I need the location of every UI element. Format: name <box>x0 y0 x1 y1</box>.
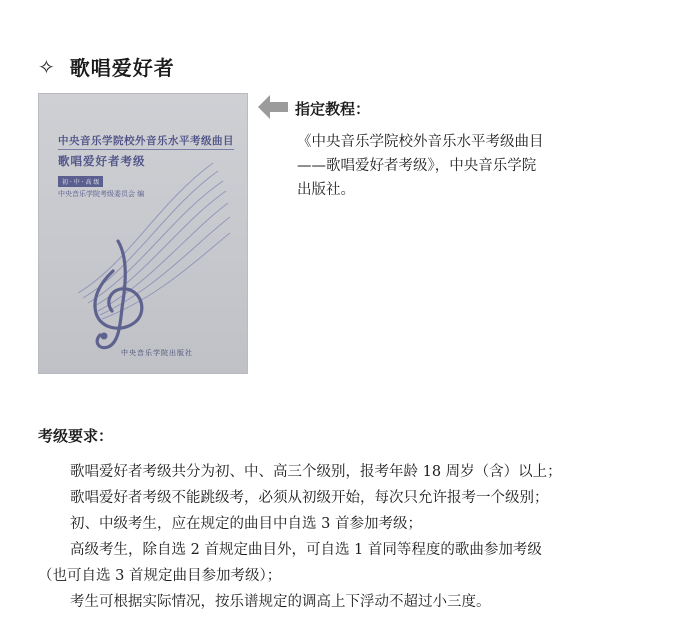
section-heading <box>38 52 175 81</box>
book-rule <box>58 149 234 150</box>
book-series-title: 中央音乐学院校外音乐水平考级曲目 <box>58 135 234 147</box>
book-editor: 中央音乐学院考级委员会 编 <box>58 190 145 198</box>
textbook-description <box>297 130 627 202</box>
book-title: 歌唱爱好者考级 <box>58 154 146 168</box>
diamond-star-icon: ✧ <box>38 54 56 79</box>
requirement-item: 高级考生，除自选 2 首规定曲目外，可自选 1 首同等程度的歌曲参加考级 <box>70 542 542 558</box>
book-cover-image <box>38 93 248 374</box>
left-arrow-icon <box>258 95 290 119</box>
requirements-label: 考级要求： <box>38 427 114 445</box>
textbook-line: 《中央音乐学院校外音乐水平考级曲目 <box>297 134 544 150</box>
textbook-line: 出版社。 <box>297 182 355 198</box>
book-level-tag: 初 · 中 · 高 级 <box>58 176 103 187</box>
requirement-item: 歌唱爱好者考级不能跳级考，必须从初级开始，每次只允许报考一个级别； <box>70 490 549 506</box>
requirement-item: 考生可根据实际情况，按乐谱规定的调高上下浮动不超过小三度。 <box>70 594 491 610</box>
requirement-item: 歌唱爱好者考级共分为初、中、高三个级别，报考年龄 18 周岁（含）以上； <box>70 464 562 480</box>
textbook-line: ——歌唱爱好者考级》，中央音乐学院 <box>297 158 537 174</box>
section-title-text: 歌唱爱好者 <box>69 56 175 80</box>
textbook-label: 指定教程： <box>295 100 371 118</box>
requirements-list <box>38 459 668 615</box>
requirement-item: （也可自选 3 首规定曲目参加考级）； <box>38 568 282 584</box>
requirement-item: 初、中级考生，应在规定的曲目中自选 3 首参加考级； <box>70 516 422 532</box>
book-publisher: 中央音乐学院出版社 <box>121 349 193 357</box>
